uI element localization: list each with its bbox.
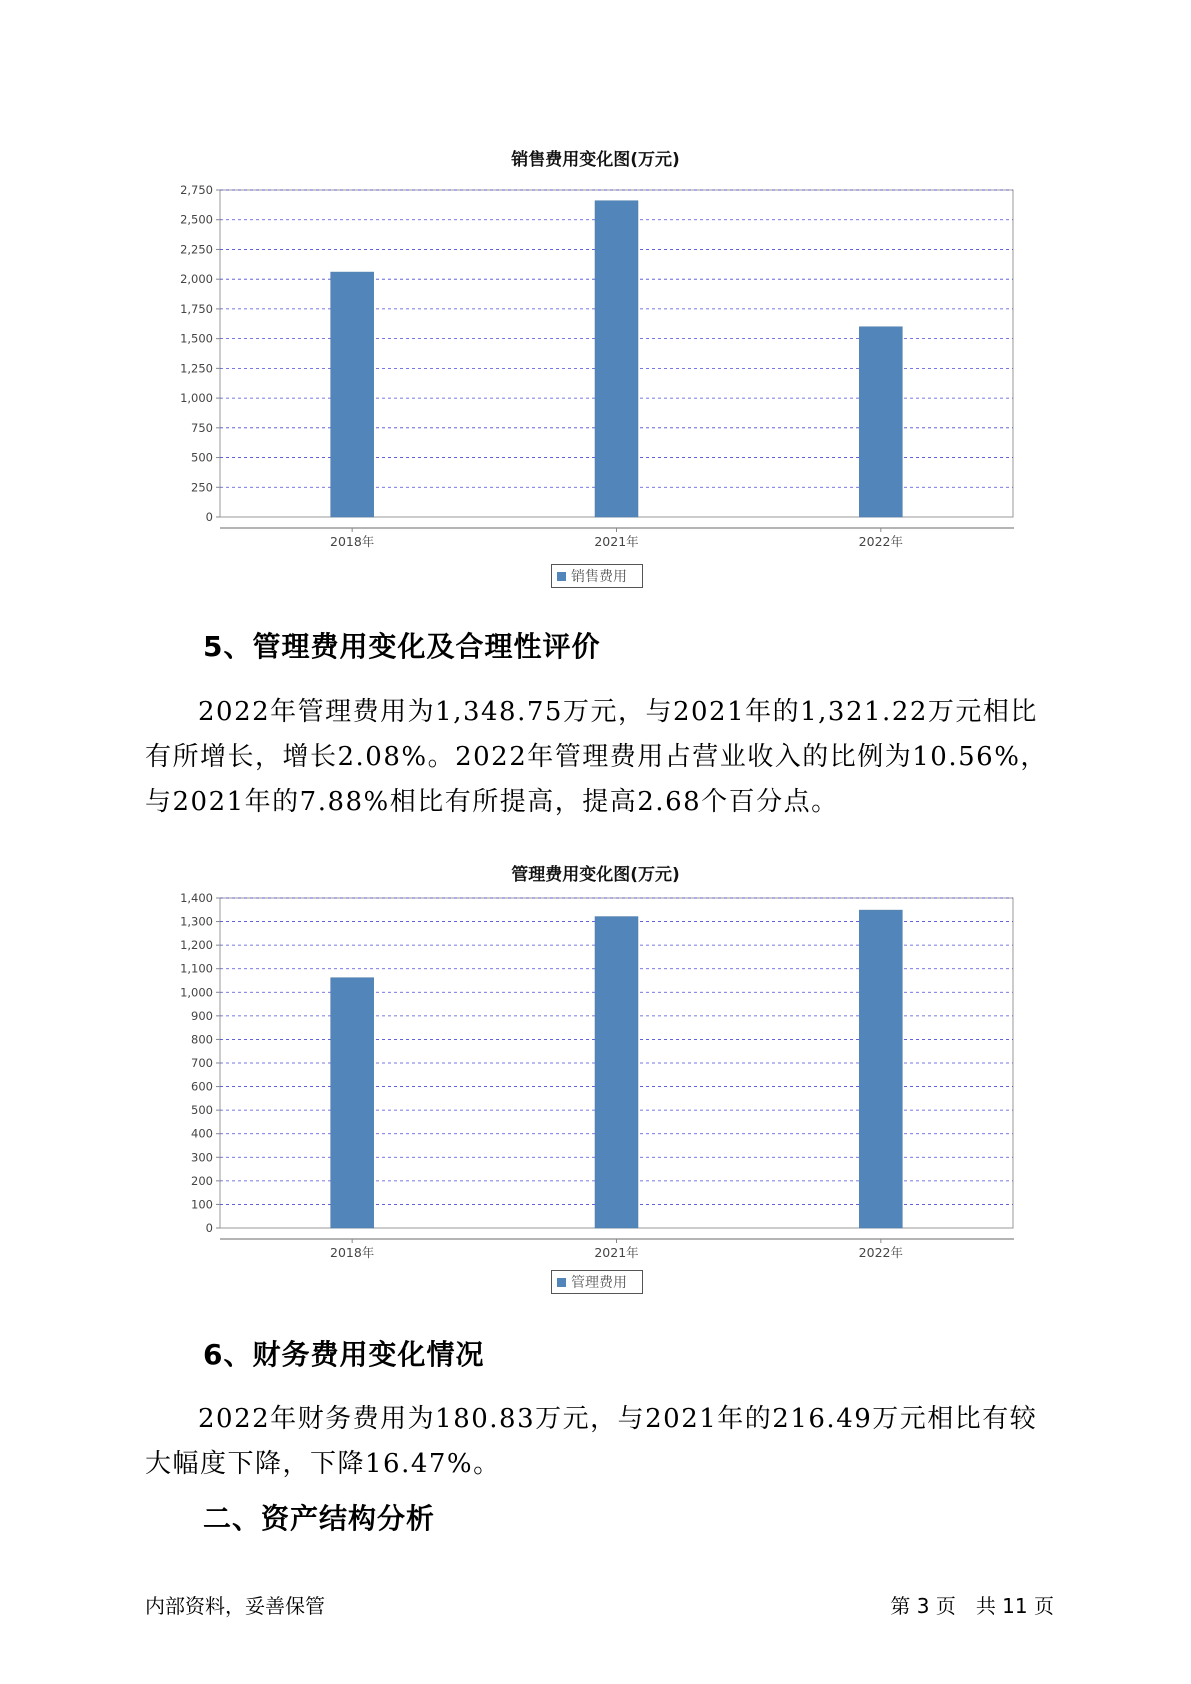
y-tick-label: 750 (191, 420, 213, 435)
bar (331, 978, 374, 1228)
y-tick-label: 900 (191, 1008, 213, 1023)
x-tick-label: 2021年 (594, 534, 639, 549)
y-tick-label: 1,400 (180, 891, 213, 905)
y-tick-label: 2,250 (180, 242, 213, 257)
y-tick-label: 250 (191, 480, 213, 495)
y-tick-label: 300 (191, 1150, 213, 1165)
y-tick-label: 100 (191, 1197, 213, 1212)
footer-left: 内部资料，妥善保管 (145, 1594, 325, 1618)
x-tick-label: 2021年 (594, 1245, 639, 1260)
section-two-heading: 二、资产结构分析 (203, 1502, 436, 1535)
y-tick-label: 1,750 (180, 301, 213, 316)
x-tick-label: 2018年 (330, 534, 375, 549)
section5-heading: 5、管理费用变化及合理性评价 (203, 630, 601, 663)
chart2-title: 管理费用变化图(万元) (511, 865, 680, 885)
legend-swatch-icon (557, 1278, 566, 1287)
y-tick-label: 0 (205, 1221, 213, 1235)
chart2-legend (551, 1270, 643, 1294)
y-tick-label: 500 (191, 1103, 213, 1118)
y-tick-label: 1,000 (180, 391, 213, 406)
bar (859, 910, 902, 1228)
y-tick-label: 1,200 (180, 938, 213, 953)
chart2-legend-label: 管理费用 (571, 1275, 627, 1291)
section6-paragraph: 2022年财务费用为180.83万元，与2021年的216.49万元相比有较大幅度下降，下降16.47%。 (145, 1404, 1038, 1479)
y-tick-label: 1,500 (180, 331, 213, 346)
bar (595, 917, 638, 1228)
y-tick-label: 600 (191, 1079, 213, 1094)
y-tick-label: 2,750 (180, 183, 213, 197)
y-tick-label: 800 (191, 1032, 213, 1047)
chart1-legend-label: 销售费用 (571, 569, 627, 585)
section5-paragraph: 2022年管理费用为1,348.75万元，与2021年的1,321.22万元相比有所增长，增长2.08%。2022年管理费用占营业收入的比例为10.56%，与2021年的7.88%相比有所提高，提高2.68个百分点。 (145, 697, 1048, 817)
y-tick-label: 1,000 (180, 985, 213, 1000)
y-tick-label: 500 (191, 450, 213, 465)
y-tick-label: 200 (191, 1173, 213, 1188)
x-tick-label: 2018年 (330, 1245, 375, 1260)
y-tick-label: 700 (191, 1056, 213, 1070)
y-tick-label: 2,500 (180, 212, 213, 227)
y-tick-label: 2,000 (180, 272, 213, 287)
y-tick-label: 400 (191, 1126, 213, 1141)
x-tick-label: 2022年 (858, 1245, 903, 1260)
x-tick-label: 2022年 (858, 534, 903, 549)
y-tick-label: 1,100 (180, 961, 213, 976)
footer-page-number: 第 3 页 共 11 页 (890, 1594, 1054, 1618)
y-tick-label: 1,300 (180, 914, 213, 929)
section6-heading: 6、财务费用变化情况 (203, 1338, 485, 1371)
y-tick-label: 1,250 (180, 361, 213, 376)
y-tick-label: 0 (205, 510, 213, 524)
chart1-title: 销售费用变化图(万元) (511, 150, 680, 170)
